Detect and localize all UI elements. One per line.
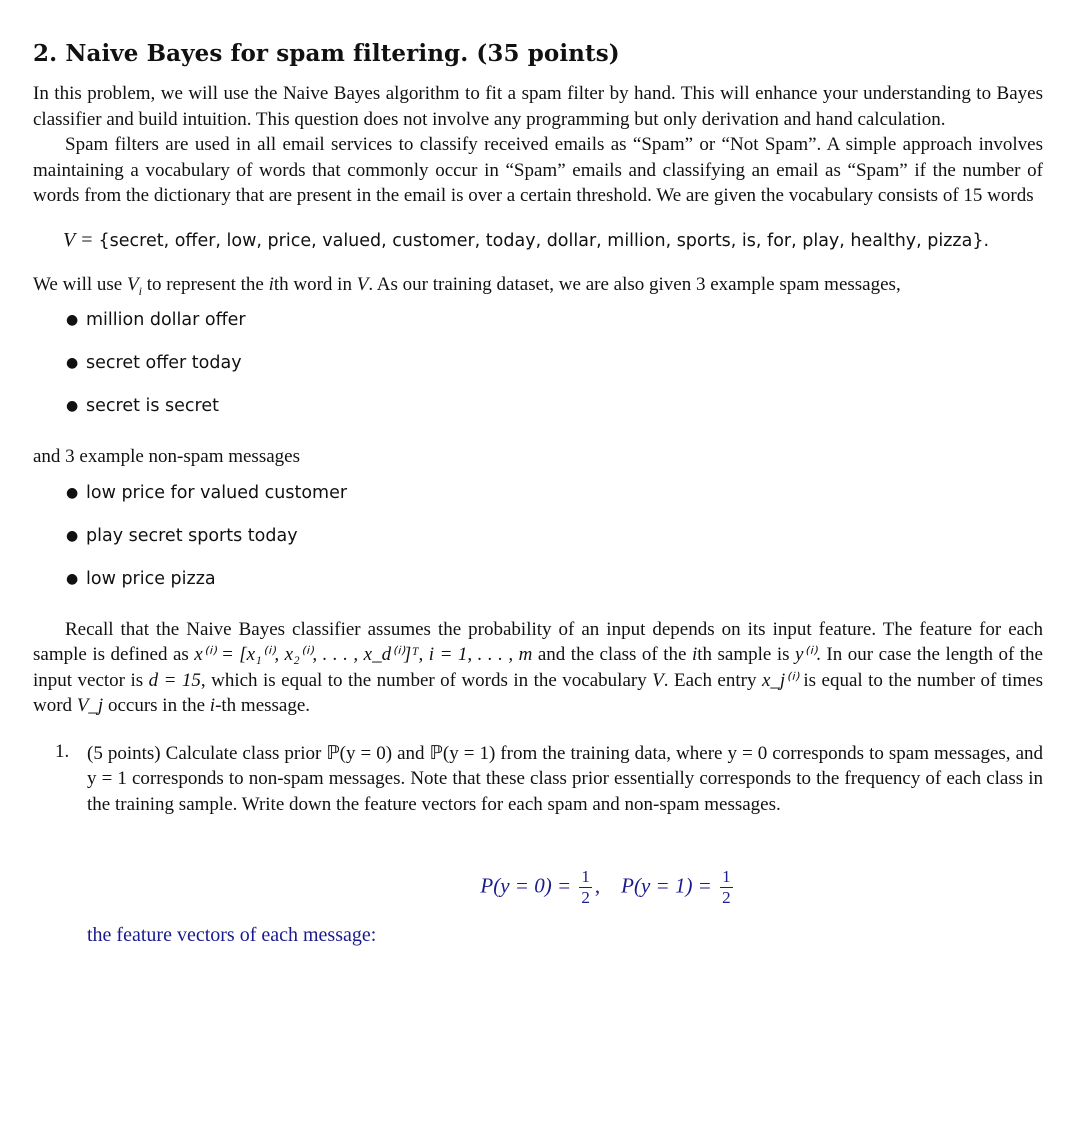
vocab-words: {secret, offer, low, price, valued, customer, today, dollar, million, sports, is, for, play, healthy, pizza}. (98, 230, 990, 251)
problem-page (33, 40, 1043, 947)
problem-title: 2. Naive Bayes for spam filtering. (35 points) (33, 40, 620, 67)
class-prior-answer: P(y = 0) = $\frac{1}{2}$ , P(y = 1) = $\frac{1}{2}$ (480, 867, 731, 907)
prior-y0-label: P(y = 0) = (480, 873, 572, 898)
spam-filter-paragraph: Spam filters are used in all email services to classify received emails as “Spam” or “Not Spam”. A simple approach involves maintaining a vocabulary of words that commonly occur in “Spam” emails and classifying an email as “Spam” if the number of words from the dictionary that are present in the email is over a certain threshold. We are given the vocabulary consists of 15 words (33, 134, 1043, 206)
list-item: ● low price pizza (66, 568, 216, 589)
question-text: (5 points) Calculate class prior ℙ(y = 0) and ℙ(y = 1) from the training data, where y = 0 corresponds to spam messages, and y = 1 corresponds to non-spam messages. Note that these class prior essentially corresponds to the frequency of each class in the training sample. Write down the feature vectors for each spam and non-spam messages. (87, 742, 1043, 815)
vocab-variable: V (63, 228, 76, 251)
fraction: $\frac{1}{2}$ (722, 867, 731, 907)
list-item: ● secret is secret (66, 396, 219, 416)
nonspam-message-list (33, 478, 1043, 607)
list-item: ● million dollar offer (66, 310, 246, 330)
question-1 (33, 741, 1043, 818)
fraction: $\frac{1}{2}$ (581, 867, 590, 907)
nonspam-intro: and 3 example non-spam messages (33, 446, 300, 467)
prior-y1-label: P(y = 1) = (621, 873, 712, 898)
feature-definition-paragraph: Recall that the Naive Bayes classifier assumes the probability of an input depends on its input feature. The feature for each sample is defined as x⁽ⁱ⁾ = [x₁⁽ⁱ⁾, x₂⁽ⁱ⁾, . . . , x_d⁽ⁱ⁾]ᵀ, i = 1, . . . , m and the class of the ith sample is y⁽ⁱ⁾. In our case the length of the input vector is d = 15, which is equal to the number of words in the vocabulary V. Each entry x_j⁽ⁱ⁾ is equal to the number of times word V_j occurs in the i-th message. (33, 618, 1044, 716)
list-item: ● low price for valued customer (66, 482, 348, 503)
list-item: ● secret offer today (66, 353, 242, 373)
feature-vectors-label: the feature vectors of each message: (87, 924, 377, 946)
intro-paragraph: In this problem, we will use the Naive Bayes algorithm to fit a spam filter by hand. This will enhance your understanding to Bayes classifier and build intuition. This question does not involve any programming but only derivation and hand calculation. (33, 83, 1043, 130)
vocab-usage-paragraph: We will use $V_i$ to represent the ith word in V. As our training dataset, we are also given 3 example spam messages, (33, 273, 901, 298)
list-item: ● play secret sports today (66, 525, 298, 546)
vocabulary-set: V = {secret, offer, low, price, valued, customer, today, dollar, million, sports, is, for, play, healthy, pizza}. (63, 228, 990, 251)
question-number: 1. (55, 740, 70, 762)
spam-message-list (33, 305, 1043, 434)
